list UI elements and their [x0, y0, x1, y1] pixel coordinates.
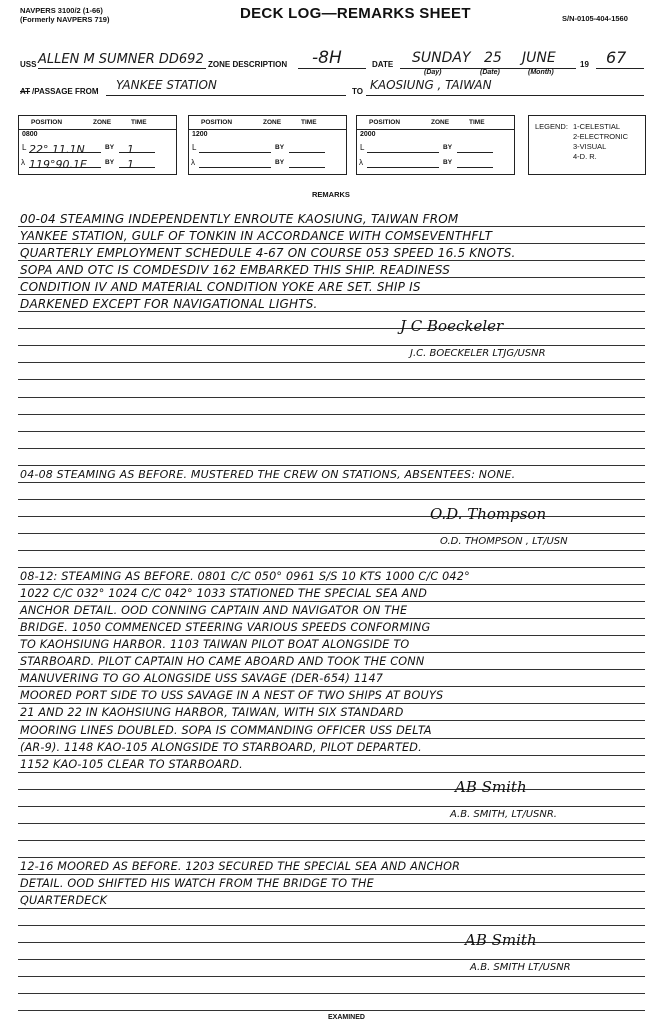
- ruled-line: [18, 806, 645, 807]
- position-time: 1200: [192, 131, 208, 138]
- ruled-line: [18, 601, 645, 602]
- col-header-position: POSITION: [31, 119, 63, 126]
- lon-by-field: [119, 155, 155, 171]
- ruled-line: [18, 294, 645, 295]
- ruled-line: [18, 635, 645, 636]
- passage-from-field: [106, 76, 346, 96]
- ruled-line: [18, 499, 645, 500]
- passage-to-field: [366, 76, 644, 96]
- lat-by-field: [119, 140, 155, 156]
- zone-field: [298, 48, 366, 69]
- passage-from-value: YANKEE STATION: [116, 78, 217, 92]
- date-label: DATE: [372, 60, 394, 69]
- ruled-line: [18, 431, 645, 432]
- lon-by-field: [289, 155, 325, 168]
- col-header-time: TIME: [469, 119, 485, 126]
- remark-line: SOPA AND OTC IS COMDESDIV 162 EMBARKED THIS SHIP. READINESS: [20, 263, 451, 278]
- remark-line: QUARTERLY EMPLOYMENT SCHEDULE 4-67 ON COURSE 053 SPEED 16.5 KNOTS.: [20, 246, 516, 261]
- legend-box: [528, 115, 646, 175]
- passage-from-label: /PASSAGE FROM: [32, 87, 99, 96]
- ruled-line: [18, 448, 645, 449]
- lat-field: [367, 140, 439, 153]
- ruled-line: [18, 652, 645, 653]
- lon-by-value: 1: [127, 158, 134, 171]
- ruled-line: [18, 379, 645, 380]
- position-box-header: [189, 116, 346, 130]
- uss-label: USS: [20, 60, 37, 69]
- lat-field: [29, 140, 101, 156]
- position-box: [18, 115, 177, 175]
- remarks-title: REMARKS: [312, 190, 350, 199]
- remark-line: MOORED PORT SIDE TO USS SAVAGE IN A NEST OF TWO SHIPS AT BOUYS: [20, 689, 444, 703]
- ruled-line: [18, 738, 645, 739]
- ruled-line: [18, 345, 645, 346]
- ruled-line: [18, 618, 645, 619]
- lon-symbol: λ: [21, 158, 25, 167]
- date-field: [400, 48, 576, 69]
- signer-name: O.D. THOMPSON , LT/USN: [440, 535, 568, 547]
- date-caption: (Date): [480, 69, 500, 76]
- remark-line: (AR-9). 1148 KAO-105 ALONGSIDE TO STARBOARD, PILOT DEPARTED.: [20, 740, 422, 754]
- ruled-line: [18, 584, 645, 585]
- date-date: 25: [484, 50, 502, 66]
- col-header-zone: ZONE: [431, 119, 450, 126]
- year-field: [596, 48, 644, 69]
- zone-value: -8H: [312, 48, 342, 68]
- lat-field: [199, 140, 271, 153]
- ruled-line: [18, 874, 645, 875]
- ruled-line: [18, 550, 645, 551]
- remark-line: ANCHOR DETAIL. OOD CONNING CAPTAIN AND NAVIGATOR ON THE: [20, 604, 408, 618]
- lon-field: [29, 155, 101, 171]
- col-header-time: TIME: [131, 119, 147, 126]
- ruled-line: [18, 976, 645, 977]
- signature: AB Smith: [465, 931, 537, 950]
- remark-line: STARBOARD. PILOT CAPTAIN HO CAME ABOARD AND TOOK THE CONN: [20, 655, 425, 669]
- examined-label: EXAMINED: [328, 1014, 365, 1021]
- legend-list: [573, 122, 628, 162]
- remark-line: 1152 KAO-105 CLEAR TO STARBOARD.: [20, 757, 243, 771]
- legend-item: 1-CELESTIAL: [573, 122, 621, 131]
- remark-line: 12-16 MOORED AS BEFORE. 1203 SECURED THE SPECIAL SEA AND ANCHOR: [20, 859, 461, 873]
- by-label: BY: [443, 159, 453, 166]
- passage-to-value: KAOSIUNG , TAIWAN: [370, 78, 492, 92]
- by-label: BY: [105, 159, 115, 166]
- ruled-line: [18, 397, 645, 398]
- form-number-line: NAVPERS 3100/2 (1-66): [20, 6, 103, 15]
- col-header-position: POSITION: [369, 119, 401, 126]
- by-label: BY: [275, 144, 285, 151]
- signature: AB Smith: [455, 777, 527, 796]
- lon-symbol: λ: [359, 158, 363, 167]
- ruled-line: [18, 311, 645, 312]
- lat-symbol: L: [22, 143, 27, 152]
- ruled-line: [18, 328, 645, 329]
- remark-line: BRIDGE. 1050 COMMENCED STEERING VARIOUS SPEEDS CONFORMING: [20, 621, 431, 635]
- by-label: BY: [105, 144, 115, 151]
- ruled-line: [18, 703, 645, 704]
- lon-symbol: λ: [191, 158, 195, 167]
- date-month: JUNE: [522, 50, 556, 66]
- year-prefix: 19: [580, 60, 589, 69]
- position-box-header: [357, 116, 514, 130]
- form-former-number: (Formerly NAVPERS 719): [20, 15, 110, 24]
- position-box: [356, 115, 515, 175]
- by-label: BY: [443, 144, 453, 151]
- lat-symbol: L: [360, 143, 365, 152]
- form-number: [20, 6, 109, 24]
- remark-line: QUARTERDECK: [20, 894, 108, 907]
- page-title: DECK LOG—REMARKS SHEET: [240, 5, 471, 22]
- remark-line: 00-04 STEAMING INDEPENDENTLY ENROUTE KAOSIUNG, TAIWAN FROM: [20, 212, 459, 226]
- legend-item: 3-VISUAL: [573, 142, 607, 151]
- ruled-line: [18, 414, 645, 415]
- position-time: 0800: [22, 131, 38, 138]
- ruled-line: [18, 533, 645, 534]
- ruled-line: [18, 362, 645, 363]
- lat-by-field: [289, 140, 325, 153]
- col-header-zone: ZONE: [263, 119, 282, 126]
- signer-name: A.B. SMITH, LT/USNR.: [450, 808, 557, 820]
- position-box: [188, 115, 347, 175]
- ruled-line: [18, 465, 645, 466]
- stock-number: S/N-0105-404-1560: [562, 14, 628, 23]
- ruled-line: [18, 226, 645, 227]
- zone-description-label: ZONE DESCRIPTION: [208, 60, 288, 69]
- lon-field: [199, 155, 271, 168]
- lon-value: 119°90.1E: [29, 158, 87, 171]
- month-caption: (Month): [528, 69, 554, 76]
- legend-item: 2-ELECTRONIC: [573, 132, 629, 141]
- signer-name: A.B. SMITH LT/USNR: [470, 962, 571, 974]
- remark-line: DARKENED EXCEPT FOR NAVIGATIONAL LIGHTS.: [20, 297, 318, 312]
- lat-by-value: 1: [127, 143, 134, 156]
- signature: O.D. Thompson: [430, 504, 547, 523]
- lon-by-field: [457, 155, 493, 168]
- year-suffix: 67: [606, 48, 627, 67]
- ship-name: ALLEN M SUMNER DD692: [38, 52, 204, 67]
- remark-line: 21 AND 22 IN KAOHSIUNG HARBOR, TAIWAN, WITH SIX STANDARD: [20, 706, 404, 720]
- ruled-line: [18, 720, 645, 721]
- remark-line: 08-12: STEAMING AS BEFORE. 0801 C/C 050° 0961 S/S 10 KTS 1000 C/C 042°: [20, 570, 470, 584]
- remark-line: TO KAOHSIUNG HARBOR. 1103 TAIWAN PILOT BOAT ALONGSIDE TO: [20, 638, 410, 652]
- ruled-line: [18, 857, 645, 858]
- signer-name: J.C. BOECKELER LTJG/USNR: [410, 348, 546, 360]
- by-label: BY: [275, 159, 285, 166]
- ruled-line: [18, 789, 645, 790]
- col-header-zone: ZONE: [93, 119, 112, 126]
- lat-value: 22° 11.1N: [29, 143, 85, 156]
- remark-line: MANUVERING TO GO ALONGSIDE USS SAVAGE (DER-654) 1147: [20, 672, 384, 686]
- ruled-line: [18, 908, 645, 909]
- ruled-line: [18, 925, 645, 926]
- remark-line: CONDITION IV AND MATERIAL CONDITION YOKE ARE SET. SHIP IS: [20, 280, 421, 295]
- signature: J C Boeckeler: [400, 317, 504, 336]
- col-header-time: TIME: [301, 119, 317, 126]
- remark-line: 1022 C/C 032° 1024 C/C 042° 1033 STATIONED THE SPECIAL SEA AND: [20, 587, 428, 601]
- remark-line: YANKEE STATION, GULF OF TONKIN IN ACCORDANCE WITH COMSEVENTHFLT: [20, 229, 493, 244]
- ruled-line: [18, 669, 645, 670]
- remark-line: DETAIL. OOD SHIFTED HIS WATCH FROM THE BRIDGE TO THE: [20, 876, 374, 890]
- ruled-line: [18, 1010, 645, 1011]
- ruled-line: [18, 959, 645, 960]
- ruled-line: [18, 891, 645, 892]
- ruled-line: [18, 840, 645, 841]
- lat-by-field: [457, 140, 493, 153]
- position-time: 2000: [360, 131, 376, 138]
- ruled-line: [18, 482, 645, 483]
- ruled-line: [18, 277, 645, 278]
- uss-field: [38, 50, 206, 69]
- to-label: TO: [352, 87, 363, 96]
- ruled-line: [18, 755, 645, 756]
- legend-item: 4-D. R.: [573, 152, 597, 161]
- ruled-line: [18, 567, 645, 568]
- position-box-header: [19, 116, 176, 130]
- ruled-line: [18, 772, 645, 773]
- at-label: AT: [20, 87, 31, 96]
- day-caption: (Day): [424, 69, 442, 76]
- remark-line: 04-08 STEAMING AS BEFORE. MUSTERED THE CREW ON STATIONS, ABSENTEES: NONE.: [20, 467, 516, 481]
- ruled-line: [18, 243, 645, 244]
- remark-line: MOORING LINES DOUBLED. SOPA IS COMMANDING OFFICER USS DELTA: [20, 723, 432, 737]
- col-header-position: POSITION: [201, 119, 233, 126]
- legend-title: LEGEND:: [535, 122, 568, 131]
- ruled-line: [18, 942, 645, 943]
- ruled-line: [18, 686, 645, 687]
- ruled-line: [18, 993, 645, 994]
- date-day: SUNDAY: [412, 50, 471, 66]
- ruled-line: [18, 260, 645, 261]
- ruled-line: [18, 823, 645, 824]
- lat-symbol: L: [192, 143, 197, 152]
- lon-field: [367, 155, 439, 168]
- ruled-line: [18, 516, 645, 517]
